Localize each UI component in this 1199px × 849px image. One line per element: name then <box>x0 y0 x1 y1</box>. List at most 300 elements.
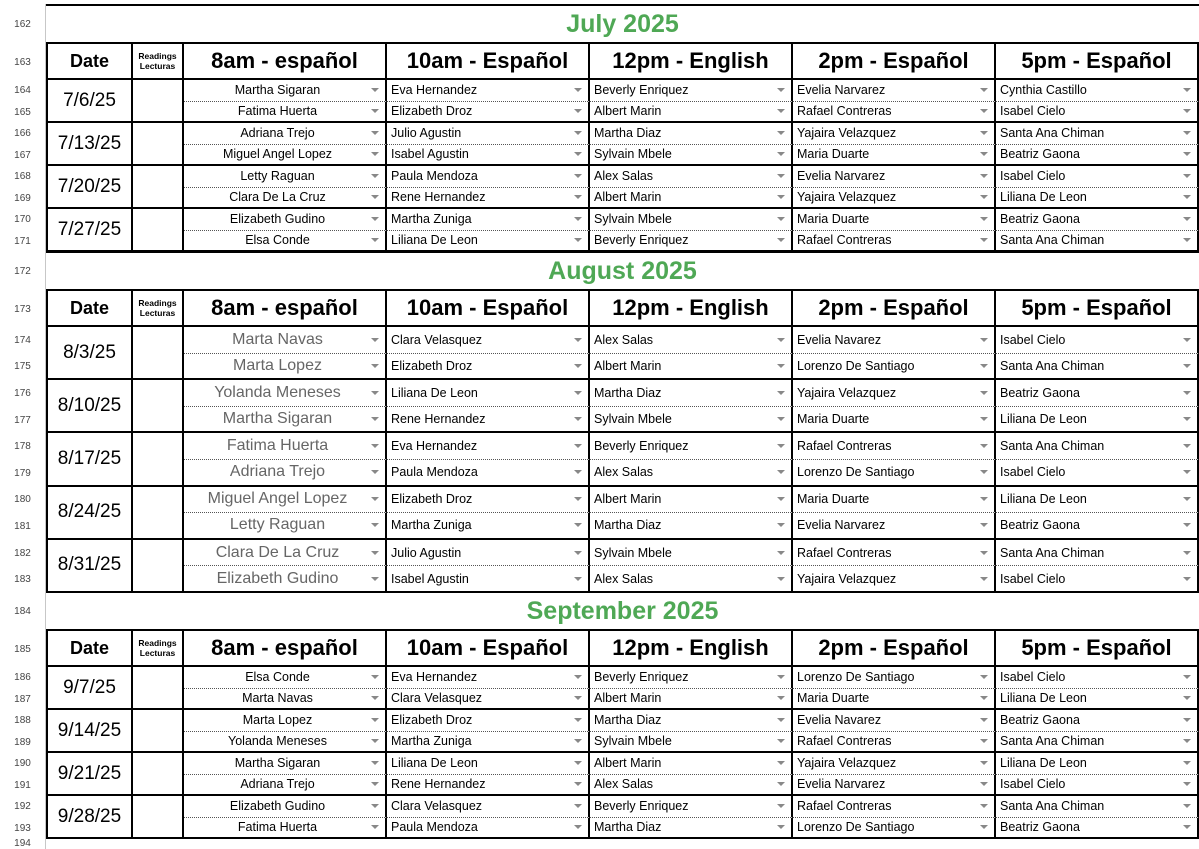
assignment-dropdown[interactable] <box>387 166 590 188</box>
assignment-dropdown[interactable] <box>590 80 793 102</box>
chevron-down-icon[interactable] <box>777 718 785 722</box>
assignment-dropdown[interactable] <box>184 166 387 188</box>
assignment-dropdown[interactable] <box>996 487 1199 514</box>
chevron-down-icon[interactable] <box>980 825 988 829</box>
mass-8am-header[interactable]: 8am - español <box>184 44 387 80</box>
row-number[interactable]: 184 <box>0 591 46 631</box>
chevron-down-icon[interactable] <box>777 497 785 501</box>
row-number[interactable]: 193 <box>0 818 46 840</box>
chevron-down-icon[interactable] <box>980 739 988 743</box>
assignment-dropdown[interactable] <box>590 102 793 124</box>
assignment-dropdown[interactable] <box>387 354 590 381</box>
assignment-dropdown[interactable] <box>590 540 793 567</box>
mass-10am-header[interactable]: 10am - Español <box>387 291 590 327</box>
chevron-down-icon[interactable] <box>980 174 988 178</box>
row-number[interactable]: 194 <box>0 838 46 849</box>
chevron-down-icon[interactable] <box>777 523 785 527</box>
assignment-dropdown[interactable] <box>793 732 996 754</box>
assignment-dropdown[interactable] <box>996 433 1199 460</box>
assignment-dropdown[interactable] <box>996 513 1199 540</box>
assignment-dropdown[interactable] <box>793 796 996 818</box>
mass-10am-header[interactable]: 10am - Español <box>387 44 590 80</box>
assignment-dropdown[interactable] <box>184 732 387 754</box>
chevron-down-icon[interactable] <box>980 338 988 342</box>
chevron-down-icon[interactable] <box>777 825 785 829</box>
assignment-dropdown[interactable] <box>590 689 793 711</box>
chevron-down-icon[interactable] <box>371 739 379 743</box>
assignment-dropdown[interactable] <box>387 487 590 514</box>
assignment-dropdown[interactable] <box>184 327 387 354</box>
chevron-down-icon[interactable] <box>777 804 785 808</box>
assignment-dropdown[interactable] <box>996 145 1199 167</box>
assignment-dropdown[interactable] <box>996 710 1199 732</box>
assignment-dropdown[interactable] <box>793 231 996 253</box>
assignment-dropdown[interactable] <box>387 566 590 593</box>
chevron-down-icon[interactable] <box>574 131 582 135</box>
chevron-down-icon[interactable] <box>980 782 988 786</box>
row-number[interactable]: 168 <box>0 166 46 188</box>
assignment-dropdown[interactable] <box>184 407 387 434</box>
row-number[interactable]: 185 <box>0 631 46 667</box>
chevron-down-icon[interactable] <box>574 551 582 555</box>
readings-cell[interactable] <box>133 796 184 839</box>
assignment-dropdown[interactable] <box>996 80 1199 102</box>
row-number[interactable]: 182 <box>0 540 46 567</box>
chevron-down-icon[interactable] <box>574 391 582 395</box>
week-date[interactable]: 7/20/25 <box>46 166 133 209</box>
chevron-down-icon[interactable] <box>371 825 379 829</box>
chevron-down-icon[interactable] <box>1183 109 1191 113</box>
chevron-down-icon[interactable] <box>371 174 379 178</box>
chevron-down-icon[interactable] <box>371 444 379 448</box>
chevron-down-icon[interactable] <box>574 152 582 156</box>
chevron-down-icon[interactable] <box>1183 718 1191 722</box>
row-number[interactable]: 170 <box>0 209 46 231</box>
assignment-dropdown[interactable] <box>793 380 996 407</box>
mass-12pm-header[interactable]: 12pm - English <box>590 631 793 667</box>
chevron-down-icon[interactable] <box>574 217 582 221</box>
assignment-dropdown[interactable] <box>793 354 996 381</box>
readings-cell[interactable] <box>133 753 184 796</box>
chevron-down-icon[interactable] <box>574 109 582 113</box>
mass-10am-header[interactable]: 10am - Español <box>387 631 590 667</box>
assignment-dropdown[interactable] <box>590 513 793 540</box>
chevron-down-icon[interactable] <box>371 417 379 421</box>
chevron-down-icon[interactable] <box>980 444 988 448</box>
chevron-down-icon[interactable] <box>574 444 582 448</box>
chevron-down-icon[interactable] <box>777 470 785 474</box>
row-number[interactable]: 169 <box>0 188 46 210</box>
assignment-dropdown[interactable] <box>184 123 387 145</box>
assignment-dropdown[interactable] <box>590 166 793 188</box>
assignment-dropdown[interactable] <box>590 380 793 407</box>
assignment-dropdown[interactable] <box>387 188 590 210</box>
chevron-down-icon[interactable] <box>1183 804 1191 808</box>
chevron-down-icon[interactable] <box>1183 131 1191 135</box>
chevron-down-icon[interactable] <box>574 718 582 722</box>
assignment-dropdown[interactable] <box>387 123 590 145</box>
chevron-down-icon[interactable] <box>777 174 785 178</box>
chevron-down-icon[interactable] <box>1183 696 1191 700</box>
chevron-down-icon[interactable] <box>980 675 988 679</box>
readings-cell[interactable] <box>133 123 184 166</box>
chevron-down-icon[interactable] <box>574 88 582 92</box>
assignment-dropdown[interactable] <box>184 145 387 167</box>
chevron-down-icon[interactable] <box>371 88 379 92</box>
assignment-dropdown[interactable] <box>590 433 793 460</box>
assignment-dropdown[interactable] <box>793 710 996 732</box>
assignment-dropdown[interactable] <box>387 407 590 434</box>
assignment-dropdown[interactable] <box>184 667 387 689</box>
assignment-dropdown[interactable] <box>387 380 590 407</box>
assignment-dropdown[interactable] <box>590 732 793 754</box>
assignment-dropdown[interactable] <box>184 433 387 460</box>
chevron-down-icon[interactable] <box>371 497 379 501</box>
assignment-dropdown[interactable] <box>996 566 1199 593</box>
chevron-down-icon[interactable] <box>371 551 379 555</box>
chevron-down-icon[interactable] <box>574 782 582 786</box>
readings-cell[interactable] <box>133 710 184 753</box>
readings-header[interactable] <box>133 44 184 80</box>
row-number[interactable]: 189 <box>0 732 46 754</box>
row-number[interactable]: 191 <box>0 775 46 797</box>
assignment-dropdown[interactable] <box>996 775 1199 797</box>
readings-header[interactable] <box>133 291 184 327</box>
chevron-down-icon[interactable] <box>574 338 582 342</box>
assignment-dropdown[interactable] <box>184 689 387 711</box>
chevron-down-icon[interactable] <box>371 131 379 135</box>
chevron-down-icon[interactable] <box>371 217 379 221</box>
chevron-down-icon[interactable] <box>371 523 379 527</box>
readings-cell[interactable] <box>133 540 184 593</box>
chevron-down-icon[interactable] <box>1183 174 1191 178</box>
assignment-dropdown[interactable] <box>590 710 793 732</box>
assignment-dropdown[interactable] <box>996 209 1199 231</box>
assignment-dropdown[interactable] <box>387 775 590 797</box>
mass-12pm-header[interactable]: 12pm - English <box>590 291 793 327</box>
assignment-dropdown[interactable] <box>184 775 387 797</box>
chevron-down-icon[interactable] <box>574 238 582 242</box>
chevron-down-icon[interactable] <box>1183 739 1191 743</box>
assignment-dropdown[interactable] <box>996 188 1199 210</box>
chevron-down-icon[interactable] <box>1183 523 1191 527</box>
mass-8am-header[interactable]: 8am - español <box>184 291 387 327</box>
assignment-dropdown[interactable] <box>590 460 793 487</box>
chevron-down-icon[interactable] <box>574 577 582 581</box>
assignment-dropdown[interactable] <box>996 102 1199 124</box>
assignment-dropdown[interactable] <box>996 818 1199 840</box>
chevron-down-icon[interactable] <box>980 523 988 527</box>
week-date[interactable]: 8/17/25 <box>46 433 133 486</box>
chevron-down-icon[interactable] <box>777 338 785 342</box>
assignment-dropdown[interactable] <box>793 818 996 840</box>
assignment-dropdown[interactable] <box>387 327 590 354</box>
chevron-down-icon[interactable] <box>371 675 379 679</box>
chevron-down-icon[interactable] <box>1183 782 1191 786</box>
chevron-down-icon[interactable] <box>371 195 379 199</box>
chevron-down-icon[interactable] <box>371 761 379 765</box>
assignment-dropdown[interactable] <box>387 818 590 840</box>
row-number[interactable]: 190 <box>0 753 46 775</box>
chevron-down-icon[interactable] <box>777 417 785 421</box>
mass-2pm-header[interactable]: 2pm - Español <box>793 44 996 80</box>
assignment-dropdown[interactable] <box>387 460 590 487</box>
assignment-dropdown[interactable] <box>590 354 793 381</box>
assignment-dropdown[interactable] <box>996 796 1199 818</box>
chevron-down-icon[interactable] <box>1183 444 1191 448</box>
assignment-dropdown[interactable] <box>387 433 590 460</box>
chevron-down-icon[interactable] <box>980 217 988 221</box>
row-number[interactable]: 188 <box>0 710 46 732</box>
row-number[interactable]: 179 <box>0 460 46 487</box>
assignment-dropdown[interactable] <box>793 460 996 487</box>
chevron-down-icon[interactable] <box>574 174 582 178</box>
assignment-dropdown[interactable] <box>996 231 1199 253</box>
readings-cell[interactable] <box>133 80 184 123</box>
assignment-dropdown[interactable] <box>590 796 793 818</box>
assignment-dropdown[interactable] <box>387 209 590 231</box>
row-number[interactable]: 166 <box>0 123 46 145</box>
chevron-down-icon[interactable] <box>980 804 988 808</box>
row-number[interactable]: 171 <box>0 231 46 253</box>
assignment-dropdown[interactable] <box>793 145 996 167</box>
assignment-dropdown[interactable] <box>996 327 1199 354</box>
chevron-down-icon[interactable] <box>980 761 988 765</box>
assignment-dropdown[interactable] <box>793 566 996 593</box>
assignment-dropdown[interactable] <box>590 487 793 514</box>
assignment-dropdown[interactable] <box>793 667 996 689</box>
assignment-dropdown[interactable] <box>184 231 387 253</box>
chevron-down-icon[interactable] <box>980 195 988 199</box>
chevron-down-icon[interactable] <box>980 551 988 555</box>
chevron-down-icon[interactable] <box>777 739 785 743</box>
chevron-down-icon[interactable] <box>980 417 988 421</box>
assignment-dropdown[interactable] <box>793 753 996 775</box>
row-number[interactable]: 175 <box>0 354 46 381</box>
row-number[interactable]: 176 <box>0 380 46 407</box>
chevron-down-icon[interactable] <box>777 88 785 92</box>
readings-cell[interactable] <box>133 487 184 540</box>
month-title[interactable]: July 2025 <box>46 4 1199 44</box>
assignment-dropdown[interactable] <box>184 380 387 407</box>
assignment-dropdown[interactable] <box>387 513 590 540</box>
chevron-down-icon[interactable] <box>980 497 988 501</box>
chevron-down-icon[interactable] <box>1183 417 1191 421</box>
assignment-dropdown[interactable] <box>184 354 387 381</box>
chevron-down-icon[interactable] <box>574 825 582 829</box>
chevron-down-icon[interactable] <box>371 364 379 368</box>
assignment-dropdown[interactable] <box>184 796 387 818</box>
row-number[interactable]: 162 <box>0 4 46 44</box>
chevron-down-icon[interactable] <box>980 152 988 156</box>
chevron-down-icon[interactable] <box>1183 825 1191 829</box>
row-number[interactable]: 164 <box>0 80 46 102</box>
chevron-down-icon[interactable] <box>777 109 785 113</box>
chevron-down-icon[interactable] <box>777 782 785 786</box>
assignment-dropdown[interactable] <box>590 123 793 145</box>
assignment-dropdown[interactable] <box>387 80 590 102</box>
mass-8am-header[interactable]: 8am - español <box>184 631 387 667</box>
chevron-down-icon[interactable] <box>574 523 582 527</box>
readings-cell[interactable] <box>133 209 184 252</box>
assignment-dropdown[interactable] <box>793 188 996 210</box>
assignment-dropdown[interactable] <box>590 231 793 253</box>
chevron-down-icon[interactable] <box>574 804 582 808</box>
chevron-down-icon[interactable] <box>1183 470 1191 474</box>
assignment-dropdown[interactable] <box>387 667 590 689</box>
chevron-down-icon[interactable] <box>371 782 379 786</box>
assignment-dropdown[interactable] <box>793 123 996 145</box>
assignment-dropdown[interactable] <box>793 209 996 231</box>
chevron-down-icon[interactable] <box>574 739 582 743</box>
row-number[interactable]: 183 <box>0 566 46 593</box>
chevron-down-icon[interactable] <box>574 761 582 765</box>
assignment-dropdown[interactable] <box>793 775 996 797</box>
chevron-down-icon[interactable] <box>574 696 582 700</box>
chevron-down-icon[interactable] <box>777 391 785 395</box>
assignment-dropdown[interactable] <box>996 753 1199 775</box>
chevron-down-icon[interactable] <box>371 109 379 113</box>
assignment-dropdown[interactable] <box>996 460 1199 487</box>
assignment-dropdown[interactable] <box>184 753 387 775</box>
row-number[interactable]: 181 <box>0 513 46 540</box>
assignment-dropdown[interactable] <box>387 753 590 775</box>
assignment-dropdown[interactable] <box>996 540 1199 567</box>
readings-cell[interactable] <box>133 166 184 209</box>
assignment-dropdown[interactable] <box>793 513 996 540</box>
chevron-down-icon[interactable] <box>980 88 988 92</box>
row-number[interactable]: 178 <box>0 433 46 460</box>
mass-12pm-header[interactable]: 12pm - English <box>590 44 793 80</box>
chevron-down-icon[interactable] <box>371 470 379 474</box>
assignment-dropdown[interactable] <box>184 540 387 567</box>
chevron-down-icon[interactable] <box>777 577 785 581</box>
assignment-dropdown[interactable] <box>184 460 387 487</box>
assignment-dropdown[interactable] <box>793 80 996 102</box>
assignment-dropdown[interactable] <box>184 710 387 732</box>
assignment-dropdown[interactable] <box>793 166 996 188</box>
row-number[interactable]: 173 <box>0 291 46 327</box>
assignment-dropdown[interactable] <box>793 689 996 711</box>
assignment-dropdown[interactable] <box>996 166 1199 188</box>
assignment-dropdown[interactable] <box>184 818 387 840</box>
date-header[interactable]: Date <box>46 631 133 667</box>
row-number[interactable]: 165 <box>0 102 46 124</box>
chevron-down-icon[interactable] <box>1183 88 1191 92</box>
assignment-dropdown[interactable] <box>184 80 387 102</box>
assignment-dropdown[interactable] <box>996 123 1199 145</box>
chevron-down-icon[interactable] <box>777 761 785 765</box>
chevron-down-icon[interactable] <box>371 804 379 808</box>
week-date[interactable]: 9/21/25 <box>46 753 133 796</box>
assignment-dropdown[interactable] <box>996 380 1199 407</box>
assignment-dropdown[interactable] <box>387 540 590 567</box>
chevron-down-icon[interactable] <box>980 470 988 474</box>
readings-cell[interactable] <box>133 327 184 380</box>
mass-5pm-header[interactable]: 5pm - Español <box>996 44 1199 80</box>
assignment-dropdown[interactable] <box>387 102 590 124</box>
chevron-down-icon[interactable] <box>371 696 379 700</box>
chevron-down-icon[interactable] <box>777 152 785 156</box>
chevron-down-icon[interactable] <box>777 217 785 221</box>
chevron-down-icon[interactable] <box>980 238 988 242</box>
chevron-down-icon[interactable] <box>371 718 379 722</box>
chevron-down-icon[interactable] <box>980 696 988 700</box>
assignment-dropdown[interactable] <box>590 753 793 775</box>
readings-cell[interactable] <box>133 433 184 486</box>
assignment-dropdown[interactable] <box>387 732 590 754</box>
chevron-down-icon[interactable] <box>574 675 582 679</box>
date-header[interactable]: Date <box>46 44 133 80</box>
assignment-dropdown[interactable] <box>996 407 1199 434</box>
chevron-down-icon[interactable] <box>980 391 988 395</box>
chevron-down-icon[interactable] <box>371 391 379 395</box>
month-title[interactable]: August 2025 <box>46 251 1199 291</box>
chevron-down-icon[interactable] <box>574 417 582 421</box>
chevron-down-icon[interactable] <box>777 696 785 700</box>
assignment-dropdown[interactable] <box>590 188 793 210</box>
assignment-dropdown[interactable] <box>590 667 793 689</box>
chevron-down-icon[interactable] <box>371 238 379 242</box>
chevron-down-icon[interactable] <box>980 364 988 368</box>
row-number[interactable]: 174 <box>0 327 46 354</box>
readings-cell[interactable] <box>133 380 184 433</box>
row-number[interactable]: 172 <box>0 251 46 291</box>
week-date[interactable]: 8/31/25 <box>46 540 133 593</box>
row-number[interactable]: 163 <box>0 44 46 80</box>
assignment-dropdown[interactable] <box>387 710 590 732</box>
assignment-dropdown[interactable] <box>793 540 996 567</box>
assignment-dropdown[interactable] <box>793 102 996 124</box>
assignment-dropdown[interactable] <box>590 327 793 354</box>
assignment-dropdown[interactable] <box>184 209 387 231</box>
readings-cell[interactable] <box>133 667 184 710</box>
chevron-down-icon[interactable] <box>1183 391 1191 395</box>
chevron-down-icon[interactable] <box>1183 577 1191 581</box>
chevron-down-icon[interactable] <box>574 364 582 368</box>
assignment-dropdown[interactable] <box>184 188 387 210</box>
week-date[interactable]: 7/13/25 <box>46 123 133 166</box>
assignment-dropdown[interactable] <box>590 775 793 797</box>
chevron-down-icon[interactable] <box>371 338 379 342</box>
assignment-dropdown[interactable] <box>387 231 590 253</box>
assignment-dropdown[interactable] <box>996 354 1199 381</box>
assignment-dropdown[interactable] <box>996 732 1199 754</box>
chevron-down-icon[interactable] <box>777 238 785 242</box>
row-number[interactable]: 187 <box>0 689 46 711</box>
chevron-down-icon[interactable] <box>777 444 785 448</box>
assignment-dropdown[interactable] <box>184 513 387 540</box>
chevron-down-icon[interactable] <box>574 470 582 474</box>
chevron-down-icon[interactable] <box>1183 364 1191 368</box>
chevron-down-icon[interactable] <box>777 131 785 135</box>
assignment-dropdown[interactable] <box>996 667 1199 689</box>
assignment-dropdown[interactable] <box>793 433 996 460</box>
chevron-down-icon[interactable] <box>1183 497 1191 501</box>
week-date[interactable]: 9/28/25 <box>46 796 133 839</box>
chevron-down-icon[interactable] <box>1183 152 1191 156</box>
assignment-dropdown[interactable] <box>590 145 793 167</box>
row-number[interactable]: 186 <box>0 667 46 689</box>
assignment-dropdown[interactable] <box>996 689 1199 711</box>
chevron-down-icon[interactable] <box>1183 551 1191 555</box>
mass-5pm-header[interactable]: 5pm - Español <box>996 291 1199 327</box>
week-date[interactable]: 8/10/25 <box>46 380 133 433</box>
chevron-down-icon[interactable] <box>1183 195 1191 199</box>
assignment-dropdown[interactable] <box>590 566 793 593</box>
assignment-dropdown[interactable] <box>184 566 387 593</box>
month-title[interactable]: September 2025 <box>46 591 1199 631</box>
